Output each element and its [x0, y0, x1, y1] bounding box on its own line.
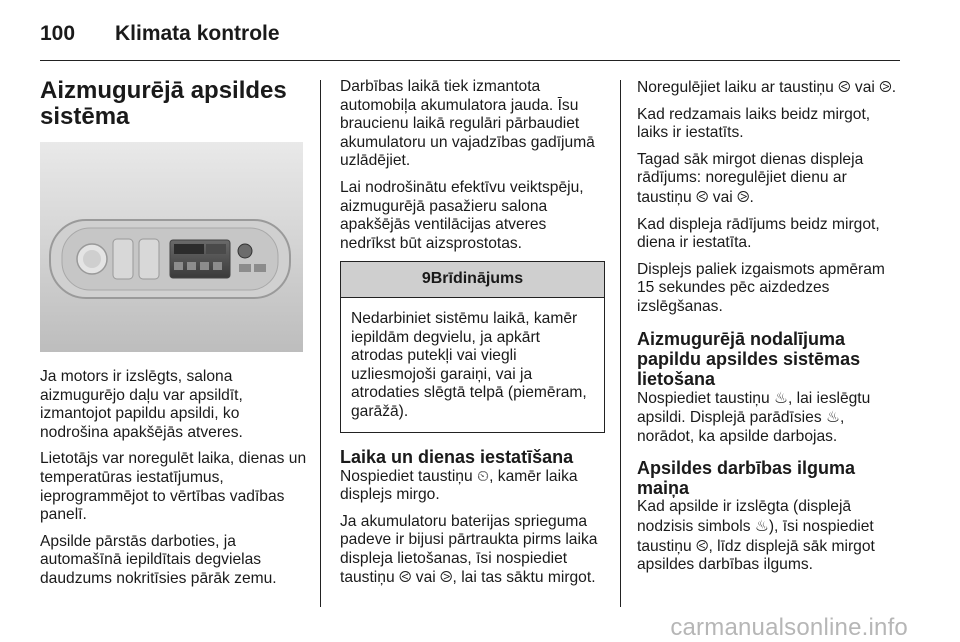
paragraph: Lietotājs var noregulēt laika, dienas un temperatūras iestatījumus, ieprogrammējot to vērtības vadības panelī.	[40, 450, 307, 524]
paragraph: Displejs paliek izgaismots apmēram 15 sekundes pēc aizdedzes izslēgšanas.	[637, 260, 885, 315]
chapter-title: Klimata kontrole	[115, 22, 280, 45]
subheading-duration: Apsildes darbības ilguma maiņa	[637, 458, 856, 499]
left-triangle-icon: ⧀	[695, 536, 709, 555]
column-divider-2	[620, 80, 621, 607]
warning-triangle-icon: 9	[421, 270, 431, 288]
warning-title: Brīdinājums	[430, 270, 524, 288]
left-triangle-icon: ⧀	[838, 78, 851, 96]
heater-icon: ♨	[773, 388, 788, 407]
paragraph: Ja motors ir izslēgts, salona aizmugurējo daļu var apsildīt, izmantojot papildu apsildi, ko nodrošina apakšējās atveres.	[40, 368, 243, 441]
heater-icon: ♨	[754, 516, 769, 535]
warning-box	[340, 261, 605, 432]
subheading-time-day: Laika un dienas iestatīšana	[340, 446, 574, 467]
paragraph: Nospiediet taustiņu ♨, lai ieslēgtu apsildi. Displejā parādīsies ♨, norādot, ka apsilde darbojas.	[637, 388, 871, 445]
warning-header	[341, 262, 604, 298]
paragraph: Nospiediet taustiņu ⏲, kamēr laika displejs mirgo.	[340, 466, 578, 504]
clock-icon: ⏲	[476, 466, 490, 485]
heater-control-panel-photo	[40, 142, 303, 352]
watermark: carmanualsonline.info	[670, 614, 908, 641]
column-1	[40, 78, 308, 597]
right-triangle-icon: ⧁	[737, 187, 750, 206]
heater-icon: ♨	[825, 408, 840, 427]
paragraph: Noregulējiet laiku ar taustiņu ⧀ vai ⧁.	[637, 78, 897, 96]
paragraph: Kad displeja rādījums beidz mirgot, diena ir iestatīta.	[637, 215, 880, 252]
left-triangle-icon: ⧀	[695, 187, 709, 206]
paragraph: Tagad sāk mirgot dienas displeja rādījums: noregulējiet dienu ar taustiņu ⧀ vai ⧁.	[637, 150, 864, 206]
paragraph: Apsilde pārstās darboties, ja automašīnā iepildītais degvielas daudzums nokritīsies pārāk zemu.	[40, 532, 277, 587]
paragraph: Darbības laikā tiek izmantota automobiļa akumulatora jauda. Īsu braucienu laikā regulāri pārbaudiet akumulatoru un vajadzības gadījumā uzlādējiet.	[340, 78, 595, 170]
left-triangle-icon: ⧀	[398, 568, 412, 587]
page-number: 100	[40, 22, 76, 45]
right-triangle-icon: ⧁	[879, 78, 892, 96]
paragraph: Lai nodrošinātu efektīvu veiktspēju, aizmugurējā pasažieru salona apakšējās ventilācijas atveres nedrīkst būt aizsprostotas.	[340, 178, 584, 252]
column-divider-1	[320, 80, 321, 607]
paragraph: Kad apsilde ir izslēgta (displejā nodzisis simbols ♨), īsi nospiediet taustiņu ⧀, līdz displejā sāk mirgot apsildes darbības ilgums.	[637, 498, 875, 574]
control-panel-illustration	[40, 142, 303, 352]
paragraph: Kad redzamais laiks beidz mirgot, laiks ir iestatīts.	[637, 105, 871, 142]
subheading-use: Aizmugurējā nodalījuma papildu apsildes sistēmas lietošana	[637, 328, 861, 389]
right-triangle-icon: ⧁	[440, 568, 453, 587]
paragraph: Ja akumulatoru baterijas sprieguma padeve ir bijusi pārtraukta pirms laika displeja lietošanas, īsi nospiediet taustiņu ⧀ vai ⧁, lai tas sāktu mirgot.	[340, 512, 598, 587]
column-3	[637, 78, 905, 583]
warning-text: Nedarbiniet sistēmu laikā, kamēr iepildām degvielu, ja apkārt atrodas putekļi vai viegli uzliesmojoši garaiņi, vai ja atrodaties slēgtā telpā (piemēram, garāžā).	[351, 309, 587, 420]
header-rule	[40, 60, 900, 61]
section-title: Aizmugurējā apsildes sistēma	[40, 77, 287, 130]
column-2	[340, 78, 605, 596]
